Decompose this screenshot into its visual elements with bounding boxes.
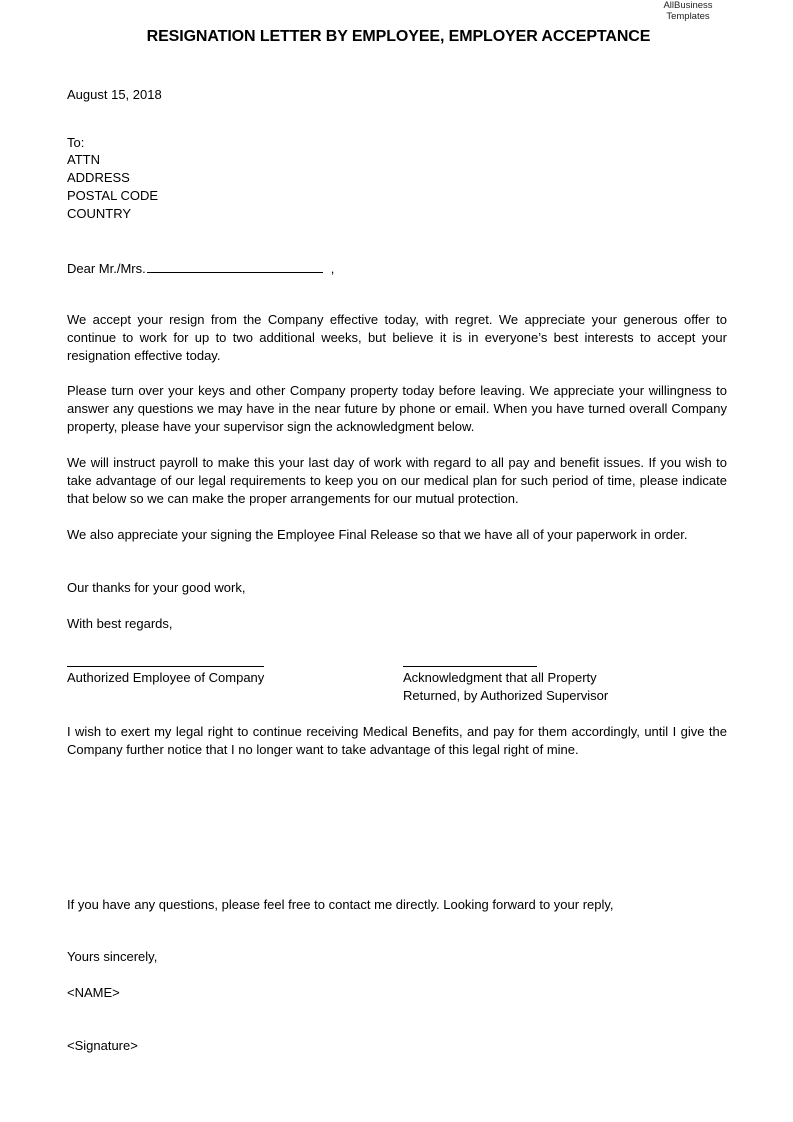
- medical-benefits-paragraph: I wish to exert my legal right to continue receiving Medical Benefits, and pay for them accordingly, until I give the Company further notice that I no longer want to take advantage of this legal right of mine.: [67, 724, 727, 757]
- body-paragraph-3: We will instruct payroll to make this your last day of work with regard to all pay and benefit issues. If you wish to take advantage of our legal requirements to keep you on our medical plan for such period of time, please indicate that below so we can make the proper arrangements for our mutual protection.: [67, 455, 727, 506]
- supervisor-signature-label-line-2: Returned, by Authorized Supervisor: [403, 688, 609, 703]
- supervisor-signature-label-line-1: Acknowledgment that all Property: [403, 670, 597, 685]
- address-postal-code: POSTAL CODE: [67, 188, 159, 203]
- address-country: COUNTRY: [67, 206, 132, 221]
- signature-placeholder: <Signature>: [67, 1038, 138, 1053]
- body-paragraph-2: Please turn over your keys and other Company property today before leaving. We appreciate your willingness to answer any questions we may have in the near future by phone or email. When you have turned overall Company property, please have your supervisor sign the acknowledgment below.: [67, 383, 727, 434]
- address-attn: ATTN: [67, 152, 100, 167]
- salutation: [67, 259, 334, 278]
- address-to: To:: [67, 135, 85, 150]
- body-paragraph-1: We accept your resign from the Company effective today, with regret. We appreciate your generous offer to continue to work for up to two additional weeks, but believe it is in everyone’s best interests to accept your resignation effective today.: [67, 312, 727, 363]
- questions-line: If you have any questions, please feel free to contact me directly. Looking forward to your reply,: [67, 897, 614, 912]
- name-placeholder: <NAME>: [67, 985, 120, 1000]
- watermark-line-1: AllBusiness: [663, 0, 713, 11]
- closing-regards: With best regards,: [67, 616, 173, 631]
- salutation-prefix: Dear Mr./Mrs.: [67, 261, 146, 276]
- salutation-suffix: ,: [330, 261, 335, 276]
- employee-signature-line: [67, 666, 264, 667]
- recipient-name-blank: [147, 259, 323, 273]
- page-title: RESIGNATION LETTER BY EMPLOYEE, EMPLOYER ACCEPTANCE: [146, 28, 651, 45]
- body-paragraph-4: We also appreciate your signing the Employee Final Release so that we have all of your paperwork in order.: [67, 527, 688, 542]
- closing-thanks: Our thanks for your good work,: [67, 580, 246, 595]
- supervisor-signature-line: [403, 666, 537, 667]
- watermark-line-2: Templates: [666, 11, 710, 22]
- watermark-logo: [655, 0, 721, 22]
- letter-date: August 15, 2018: [67, 87, 162, 102]
- yours-sincerely: Yours sincerely,: [67, 949, 158, 964]
- address-street: ADDRESS: [67, 170, 130, 185]
- employee-signature-label: Authorized Employee of Company: [67, 670, 265, 685]
